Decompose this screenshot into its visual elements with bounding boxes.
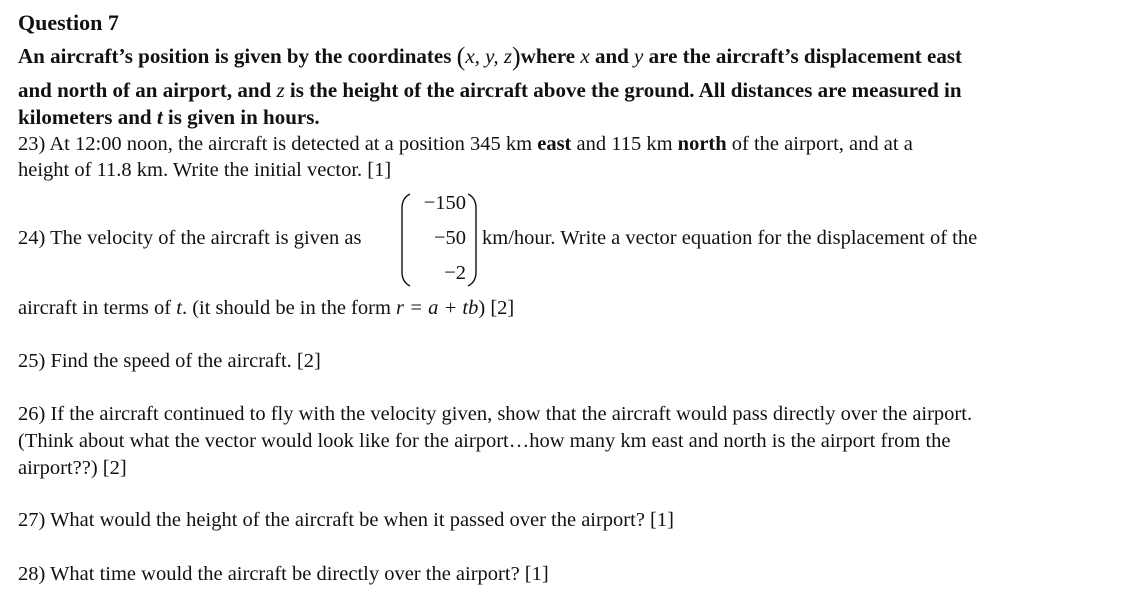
- q24-var-t: t: [176, 297, 182, 319]
- q28-text: 28) What time would the aircraft be directly over the airport? [1]: [18, 563, 549, 585]
- intro-line-2: [18, 78, 962, 103]
- q23-east: east: [537, 133, 572, 155]
- var-z: z: [276, 78, 285, 102]
- intro-line-3: [18, 105, 320, 130]
- intro-line-1: [18, 42, 962, 72]
- q25-text: 25) Find the speed of the aircraft. [2]: [18, 350, 321, 372]
- intro-text: are the aircraft’s displacement east: [643, 44, 962, 68]
- intro-text: is the height of the aircraft above the ground. All distances are measured in: [284, 78, 962, 102]
- q23-text: and 115 km: [571, 133, 678, 155]
- intro-text: where: [520, 44, 581, 68]
- coords-math: x, y, z: [465, 44, 512, 68]
- intro-text: An aircraft’s position is given by the coordinates: [18, 44, 457, 68]
- intro-text: kilometers and: [18, 105, 157, 129]
- q24-text: aircraft in terms of: [18, 297, 177, 319]
- var-y: y: [634, 44, 644, 68]
- q23-text: 23) At 12:00 noon, the aircraft is detected at a position 345 km: [18, 133, 538, 155]
- q26-line-2: (Think about what the vector would look like for the airport…how many km east and north is the airport from the: [18, 430, 951, 452]
- intro-text: is given in hours.: [162, 105, 320, 129]
- q24-form-math: r = a + tb: [396, 297, 479, 319]
- vector-entry-3: −2: [444, 262, 466, 284]
- q23-line-2: height of 11.8 km. Write the initial vector. [1]: [18, 159, 392, 181]
- q26-line-1: 26) If the aircraft continued to fly with the velocity given, show that the aircraft would pass directly over the airport.: [18, 403, 973, 425]
- intro-text: and north of an airport, and: [18, 78, 277, 102]
- coords-open-paren: (: [456, 42, 466, 71]
- q24-text: ) [2]: [478, 297, 515, 319]
- question-title: Question 7: [18, 10, 119, 35]
- var-t: t: [156, 105, 163, 129]
- q24-text: . (it should be in the form: [181, 297, 397, 319]
- vector-entry-1: −150: [423, 192, 466, 214]
- q24-line-1b: km/hour. Write a vector equation for the displacement of the: [482, 227, 978, 249]
- coords-close-paren: ): [512, 42, 521, 71]
- q24-line-2: [18, 297, 514, 320]
- velocity-vector: [398, 190, 480, 290]
- var-x: x: [580, 44, 590, 68]
- q24-line-1a: 24) The velocity of the aircraft is given as: [18, 227, 362, 249]
- q27-text: 27) What would the height of the aircraft be when it passed over the airport? [1]: [18, 509, 674, 531]
- vector-entry-2: −50: [433, 227, 466, 249]
- intro-text: and: [589, 44, 635, 68]
- q23-north: north: [677, 133, 727, 155]
- q23-text: of the airport, and at a: [726, 133, 913, 155]
- q23-line-1: [18, 133, 913, 156]
- q26-line-3: airport??) [2]: [18, 457, 127, 479]
